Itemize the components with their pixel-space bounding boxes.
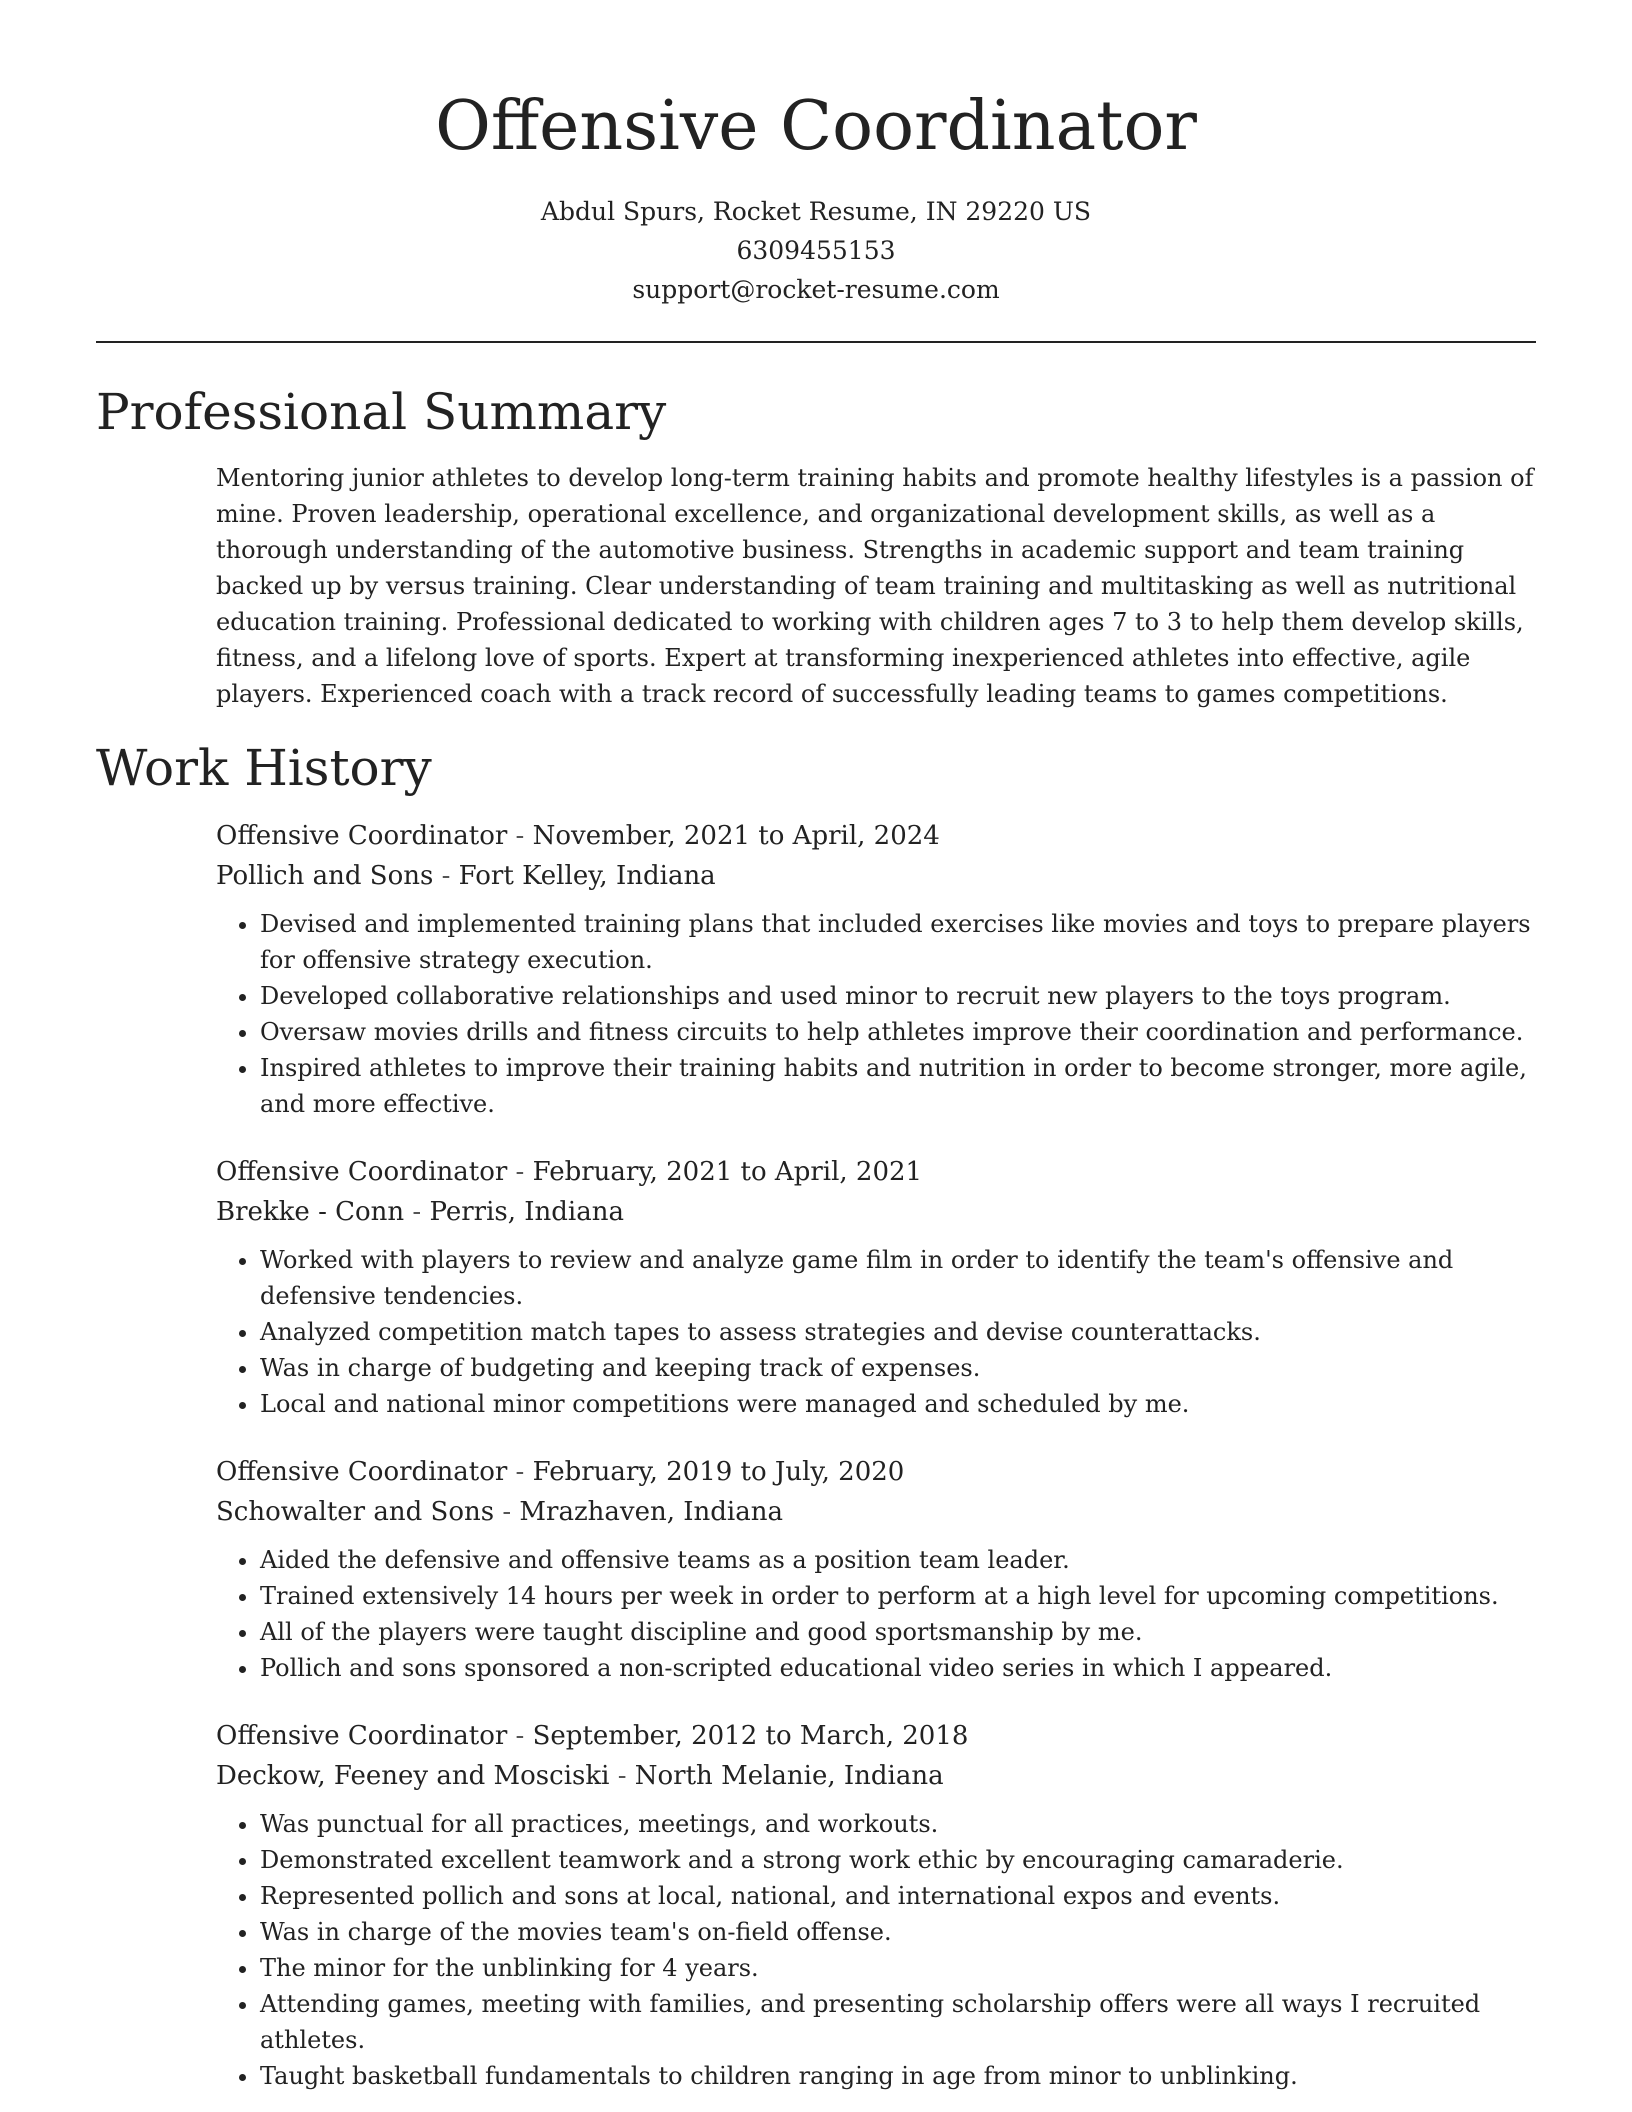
job-dates: February, 2019 to July, 2020	[532, 1457, 905, 1487]
job-bullet: • Devised and implemented training plans that included exercises like movies and toys to prepare players for offensive strategy execution.	[260, 906, 1540, 978]
job-location: Perris, Indiana	[429, 1197, 624, 1227]
job-company-line	[216, 1756, 1540, 1796]
job-bullets	[216, 906, 1540, 1122]
company-location-separator: -	[494, 1497, 520, 1527]
work-history-list	[216, 816, 1540, 2112]
job-bullet: • Attending games, meeting with families, and presenting scholarship offers were all ways I recruited athletes.	[260, 1986, 1540, 2058]
job-title-line	[216, 816, 1540, 856]
job-bullet: • Demonstrated excellent teamwork and a strong work ethic by encouraging camaraderie.	[260, 1842, 1540, 1878]
job-bullet: • Pollich and sons sponsored a non-scripted educational video series in which I appeared.	[260, 1650, 1540, 1686]
job-title: Offensive Coordinator	[216, 1457, 508, 1487]
header-divider	[96, 341, 1536, 343]
job-company-line	[216, 1192, 1540, 1232]
job-location: Mrazhaven, Indiana	[519, 1497, 783, 1527]
job-bullet: • Worked with players to review and analyze game film in order to identify the team's offensive and defensive tendencies.	[260, 1242, 1540, 1314]
job-bullet: • Was in charge of budgeting and keeping track of expenses.	[260, 1350, 1540, 1386]
job-bullet: • Developed collaborative relationships and used minor to recruit new players to the toys program.	[260, 978, 1540, 1014]
job-company-line	[216, 1492, 1540, 1532]
job-bullet: • Represented pollich and sons at local, national, and international expos and events.	[260, 1878, 1540, 1914]
contact-block	[0, 192, 1632, 309]
job-entry	[216, 1152, 1540, 1422]
job-entry	[216, 1716, 1540, 2094]
job-dates: February, 2021 to April, 2021	[532, 1157, 923, 1187]
work-history-heading: Work History	[96, 739, 432, 797]
job-bullets	[216, 1806, 1540, 2094]
job-bullets	[216, 1542, 1540, 1686]
job-title: Offensive Coordinator	[216, 1157, 508, 1187]
company-location-separator: -	[609, 1761, 635, 1791]
job-entry	[216, 1452, 1540, 1686]
job-bullet: • Taught basketball fundamentals to children ranging in age from minor to unblinking.	[260, 2058, 1540, 2094]
job-title-line	[216, 1716, 1540, 1756]
job-bullet: • Oversaw movies drills and fitness circuits to help athletes improve their coordination and performance.	[260, 1014, 1540, 1050]
job-bullet: • Was punctual for all practices, meetings, and workouts.	[260, 1806, 1540, 1842]
job-location: Fort Kelley, Indiana	[458, 861, 716, 891]
resume-header	[0, 0, 1632, 309]
contact-address: Abdul Spurs, Rocket Resume, IN 29220 US	[540, 197, 1092, 226]
company-location-separator: -	[404, 1197, 430, 1227]
job-company: Deckow, Feeney and Mosciski	[216, 1761, 610, 1791]
job-company: Schowalter and Sons	[216, 1497, 495, 1527]
title-date-separator: -	[507, 1157, 533, 1187]
job-bullet: • Was in charge of the movies team's on-field offense.	[260, 1914, 1540, 1950]
candidate-name: Offensive Coordinator	[435, 87, 1197, 166]
job-company: Pollich and Sons	[216, 861, 434, 891]
job-bullet: • All of the players were taught discipline and good sportsmanship by me.	[260, 1614, 1540, 1650]
job-title-line	[216, 1452, 1540, 1492]
job-bullet: • Inspired athletes to improve their training habits and nutrition in order to become stronger, more agile, and more effective.	[260, 1050, 1540, 1122]
job-bullet: • The minor for the unblinking for 4 years.	[260, 1950, 1540, 1986]
company-location-separator: -	[433, 861, 459, 891]
job-location: North Melanie, Indiana	[634, 1761, 944, 1791]
contact-email: support@rocket-resume.com	[632, 275, 1000, 304]
summary-text: Mentoring junior athletes to develop long-term training habits and promote healthy lifestyles is a passion of mine. Proven leadership, operational excellence, and organizational development skills, as well as a thorough understanding of the automotive business. Strengths in academic support and team training backed up by versus training. Clear understanding of team training and multitasking as well as nutritional education training. Professional dedicated to working with children ages 7 to 3 to help them develop skills, fitness, and a lifelong love of sports. Expert at transforming inexperienced athletes into effective, agile players. Experienced coach with a track record of successfully leading teams to games competitions.	[216, 464, 1534, 708]
job-bullet: • Local and national minor competitions were managed and scheduled by me.	[260, 1386, 1540, 1422]
title-date-separator: -	[507, 1721, 533, 1751]
job-bullets	[216, 1242, 1540, 1422]
job-company: Brekke - Conn	[216, 1197, 405, 1227]
contact-phone: 6309455153	[736, 236, 896, 265]
job-dates: November, 2021 to April, 2024	[532, 821, 940, 851]
job-bullet: • Aided the defensive and offensive teams as a position team leader.	[260, 1542, 1540, 1578]
job-bullet: • Analyzed competition match tapes to assess strategies and devise counterattacks.	[260, 1314, 1540, 1350]
job-title-line	[216, 1152, 1540, 1192]
title-date-separator: -	[507, 821, 533, 851]
title-date-separator: -	[507, 1457, 533, 1487]
summary-heading: Professional Summary	[96, 383, 667, 441]
job-entry	[216, 816, 1540, 1122]
job-company-line	[216, 856, 1540, 896]
job-bullet: • Trained extensively 14 hours per week in order to perform at a high level for upcoming competitions.	[260, 1578, 1540, 1614]
job-title: Offensive Coordinator	[216, 821, 508, 851]
job-title: Offensive Coordinator	[216, 1721, 508, 1751]
job-dates: September, 2012 to March, 2018	[532, 1721, 969, 1751]
